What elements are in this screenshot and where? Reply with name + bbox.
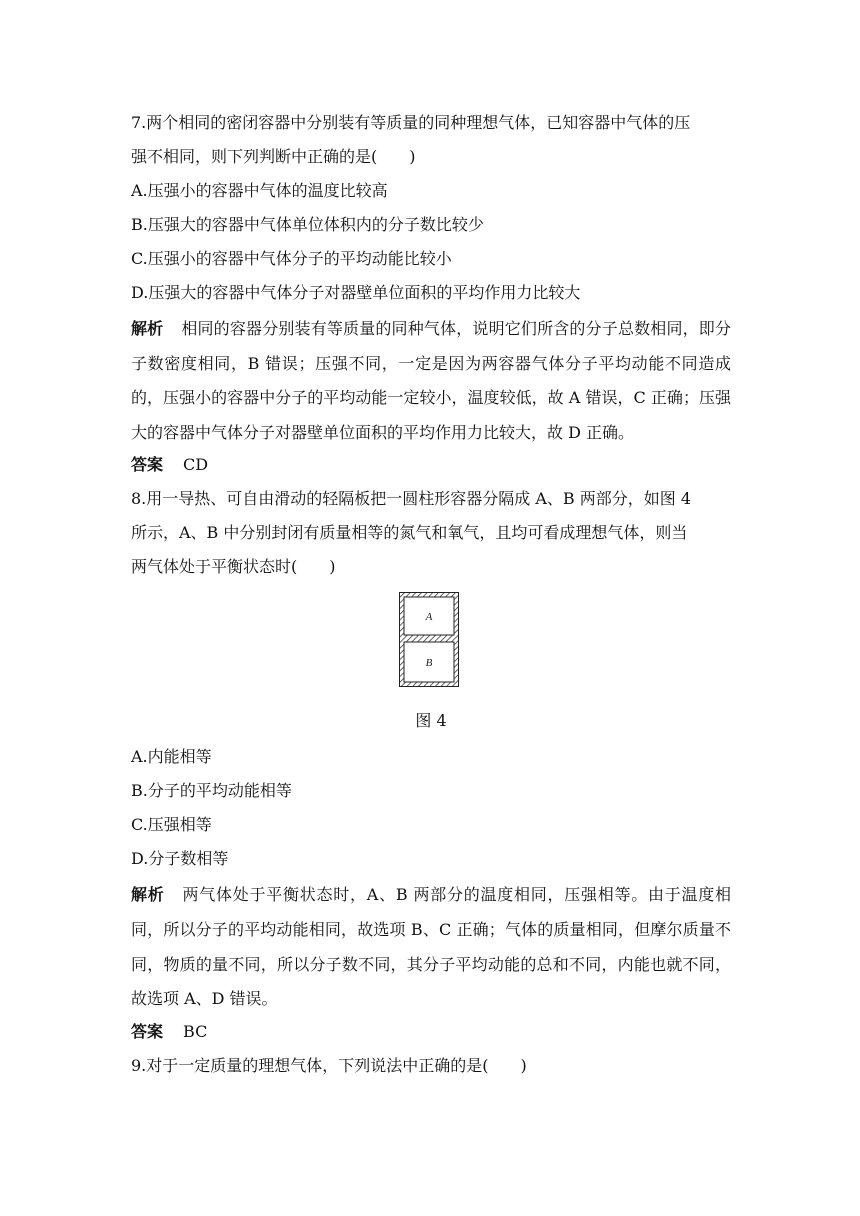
figure-caption: 图 4 — [415, 711, 447, 731]
q7-option-a: A.压强小的容器中气体的温度比较高 — [131, 181, 388, 200]
q8-stem-line-3: 两气体处于平衡状态时( ) — [131, 557, 336, 577]
q7-answer — [131, 450, 731, 484]
container-figure — [131, 592, 731, 704]
q8-analysis-label: 解析 — [131, 885, 165, 905]
q7-stem-line-2: 强不相同，则下列判断中正确的是( ) — [131, 147, 416, 166]
q8-stem-line-1: 8.用一导热、可自由滑动的轻隔板把一圆柱形容器分隔成 A、B 两部分，如图 4 — [131, 489, 692, 509]
q8-answer-value: BC — [183, 1021, 208, 1041]
q8-analysis — [131, 878, 731, 1016]
q8-stem-line-2: 所示，A、B 中分别封闭有质量相等的氮气和氧气，且均可看成理想气体，则当 — [131, 523, 688, 543]
q8-answer-label: 答案 — [131, 1021, 164, 1041]
question-8 — [131, 484, 731, 1050]
q8-option-b: B.分子的平均动能相等 — [131, 781, 292, 801]
q8-option-d: D.分子数相等 — [131, 849, 229, 869]
document-content — [131, 108, 731, 1085]
q8-answer — [131, 1017, 731, 1051]
chamber-b-label: B — [425, 657, 433, 670]
q9-stem-line-1: 9.对于一定质量的理想气体，下列说法中正确的是( ) — [131, 1055, 527, 1075]
q8-option-a: A.内能相等 — [131, 747, 212, 767]
q7-option-c: C.压强小的容器中气体分子的平均动能比较小 — [131, 249, 452, 268]
q8-analysis-text: 两气体处于平衡状态时，A、B 两部分的温度相同，压强相等。由于温度相同，所以分子的平均动能相同，故选项 B、C 正确；气体的质量相同，但摩尔质量不同，物质的量不同，所以分子数不同，其分子平均动能的总和不同，内能也就不同，故选项 A、D 错误。 — [131, 885, 731, 1009]
q7-option-b: B.压强大的容器中气体单位体积内的分子数比较少 — [131, 215, 484, 234]
q7-stem-line-1: 7.两个相同的密闭容器中分别装有等质量的同种理想气体，已知容器中气体的压 — [131, 113, 691, 132]
chamber-a-label: A — [425, 611, 433, 624]
question-9 — [131, 1051, 731, 1085]
q7-analysis-text: 相同的容器分别装有等质量的同种气体，说明它们所含的分子总数相同，即分子数密度相同，B 错误；压强不同，一定是因为两容器气体分子平均动能不同造成的，压强小的容器中分子的平均动能一定较小，温度较低，故 A 错误，C 正确；压强大的容器中气体分子对器壁单位面积的平均作用力比较大，故 D 正确。 — [131, 319, 731, 442]
q7-analysis — [131, 312, 731, 450]
q7-analysis-label: 解析 — [131, 319, 164, 338]
question-7 — [131, 108, 731, 484]
partitioned-container-diagram — [399, 592, 463, 688]
q7-option-d: D.压强大的容器中气体分子对器壁单位面积的平均作用力比较大 — [131, 283, 581, 302]
q7-answer-value: CD — [183, 455, 209, 475]
q7-answer-label: 答案 — [131, 455, 164, 475]
q8-option-c: C.压强相等 — [131, 815, 212, 835]
